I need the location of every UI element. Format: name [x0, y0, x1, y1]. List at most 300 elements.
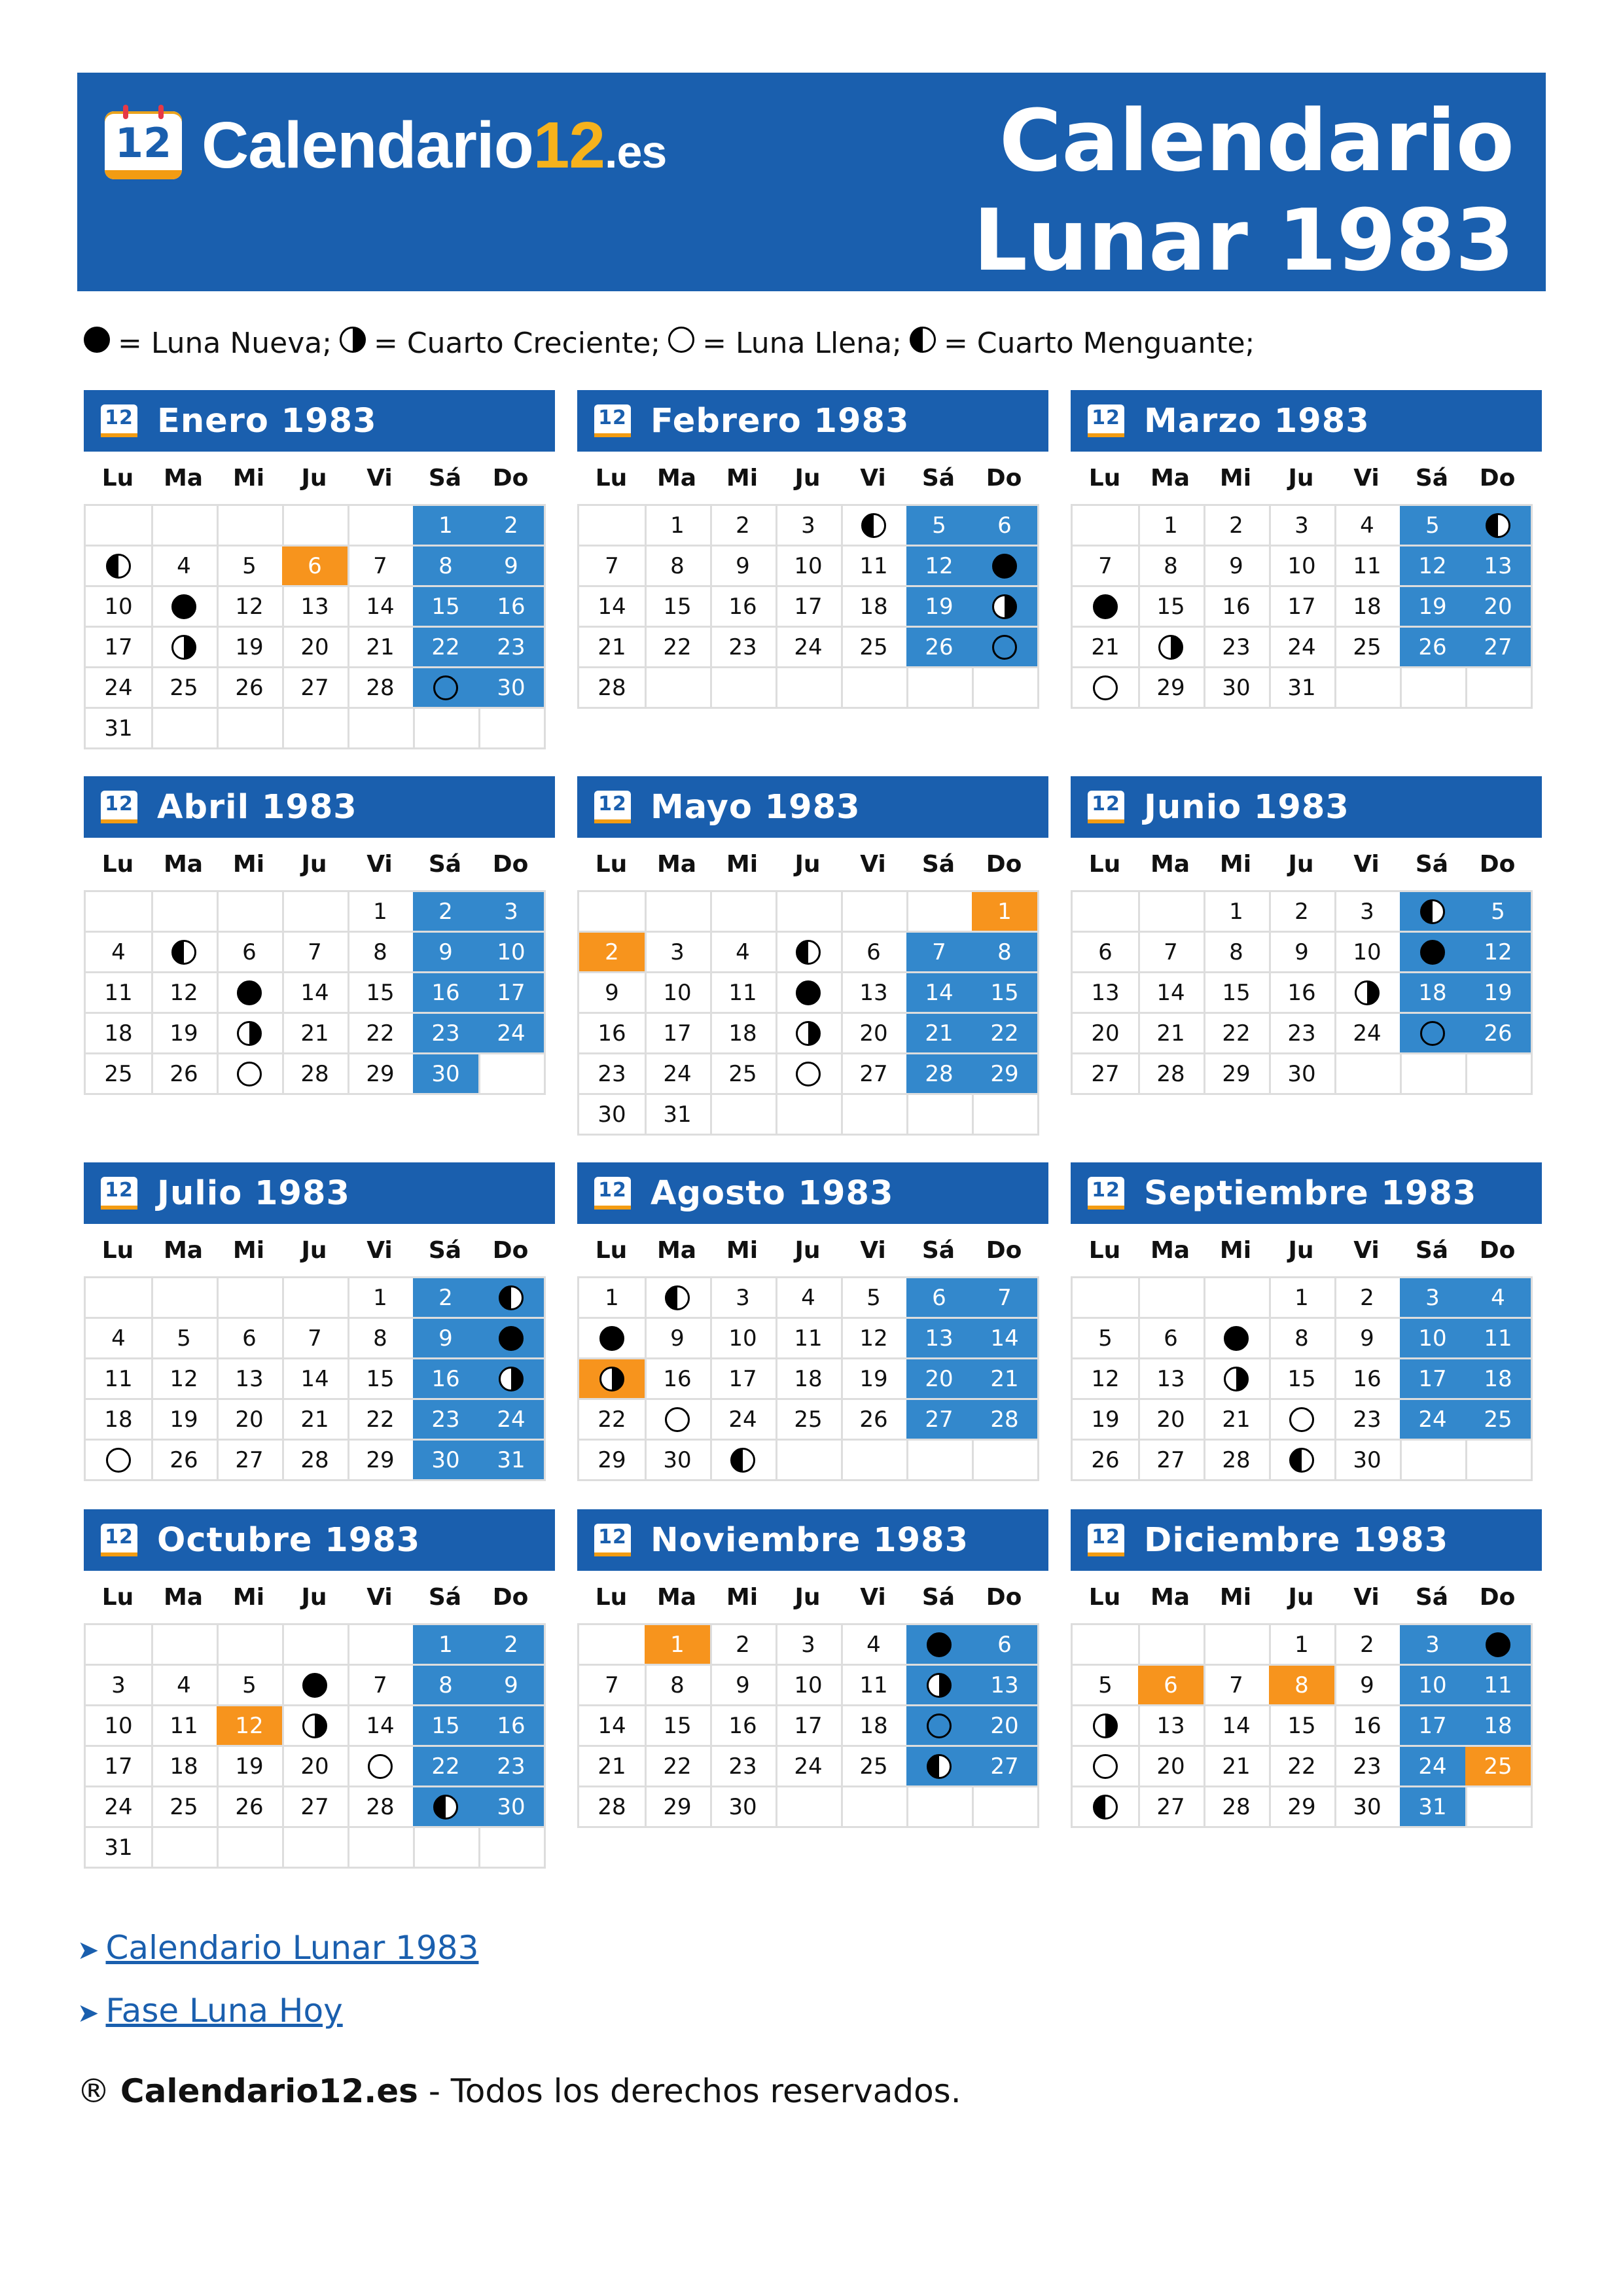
month-header: [1071, 776, 1542, 838]
day-cell: 19: [151, 1014, 219, 1054]
weekday-label: Do: [492, 1236, 529, 1264]
weekday-label: Ju: [301, 1236, 327, 1264]
new-moon-icon: [1224, 1326, 1249, 1351]
day-cell: 25: [841, 628, 908, 668]
empty-cell: [217, 709, 284, 749]
day-cell: 1: [1269, 1278, 1336, 1319]
day-cell: [1073, 668, 1140, 709]
day-cell: [348, 1747, 415, 1787]
weekday-label: Vi: [366, 1583, 393, 1611]
empty-cell: [972, 1095, 1039, 1136]
month-title: Octubre 1983: [157, 1520, 421, 1560]
day-cell: 4: [151, 1666, 219, 1706]
month-calendar: [1071, 1162, 1542, 1481]
weekday-label: Do: [492, 464, 529, 492]
day-cell: 9: [579, 973, 647, 1014]
month-header: [1071, 1509, 1542, 1571]
day-cell: [645, 1278, 712, 1319]
day-cell: 8: [1138, 547, 1205, 587]
calendar-icon: 12: [594, 791, 631, 823]
day-cell: 2: [1269, 892, 1336, 933]
day-cell: 9: [413, 1319, 480, 1359]
weekday-label: Mi: [1219, 1583, 1252, 1611]
day-cell: 11: [841, 1666, 908, 1706]
empty-cell: [1073, 1278, 1140, 1319]
day-cell: 30: [413, 1054, 480, 1095]
day-cell: 26: [217, 668, 284, 709]
last-quarter-moon-icon: [1420, 899, 1445, 924]
empty-cell: [282, 892, 349, 933]
day-cell: 24: [710, 1400, 777, 1441]
day-cell: 7: [282, 933, 349, 973]
full-moon-icon: [1093, 1754, 1118, 1779]
weekday-header: [1072, 452, 1542, 504]
day-cell: 13: [972, 1666, 1039, 1706]
day-cell: 28: [348, 1787, 415, 1828]
weekday-label: Sá: [921, 464, 955, 492]
day-cell: 10: [710, 1319, 777, 1359]
day-cell: 16: [1204, 587, 1271, 628]
day-cell: [579, 1319, 647, 1359]
empty-cell: [579, 506, 647, 547]
weekday-label: Vi: [1353, 1583, 1380, 1611]
month-title: Marzo 1983: [1144, 401, 1370, 440]
empty-cell: [906, 1787, 974, 1828]
first-quarter-moon-icon: [1093, 1713, 1118, 1738]
empty-cell: [1334, 668, 1402, 709]
weekday-label: Sá: [1415, 1583, 1449, 1611]
empty-cell: [282, 506, 349, 547]
weekday-label: Lu: [101, 1583, 134, 1611]
day-cell: 5: [217, 547, 284, 587]
day-cell: 15: [1269, 1706, 1336, 1747]
month-title: Abril 1983: [157, 787, 357, 827]
empty-cell: [282, 1278, 349, 1319]
empty-cell: [282, 709, 349, 749]
footer-text: - Todos los derechos reservados.: [428, 2072, 961, 2110]
day-cell: 11: [151, 1706, 219, 1747]
day-cell: 27: [906, 1400, 974, 1441]
day-cell: 17: [478, 973, 546, 1014]
day-cell: 23: [478, 1747, 546, 1787]
day-cell: [413, 668, 480, 709]
month-calendar: [1071, 390, 1542, 709]
day-cell: 5: [1465, 892, 1533, 933]
day-grid: [84, 1623, 546, 1869]
day-cell: 9: [413, 933, 480, 973]
day-grid: [84, 504, 546, 749]
day-cell: 22: [579, 1400, 647, 1441]
day-cell: [86, 1441, 153, 1481]
logo-main: Calendario: [202, 108, 533, 182]
day-cell: [776, 973, 843, 1014]
day-cell: 29: [1204, 1054, 1271, 1095]
day-cell: 8: [1269, 1666, 1336, 1706]
empty-cell: [348, 1828, 415, 1869]
weekday-label: Ma: [1150, 850, 1190, 878]
day-cell: 1: [579, 1278, 647, 1319]
day-cell: 3: [1400, 1278, 1467, 1319]
day-cell: 8: [1204, 933, 1271, 973]
day-cell: 7: [282, 1319, 349, 1359]
empty-cell: [1465, 1787, 1533, 1828]
day-cell: 23: [710, 1747, 777, 1787]
day-grid: [84, 1276, 546, 1481]
weekday-label: Sá: [921, 1236, 955, 1264]
day-cell: 24: [645, 1054, 712, 1095]
link-fase-luna-hoy[interactable]: Fase Luna Hoy: [105, 1992, 343, 2030]
footer-brand: Calendario12.es: [120, 2072, 418, 2110]
first-quarter-moon-icon: [992, 594, 1017, 619]
day-cell: 13: [1073, 973, 1140, 1014]
binder-ring: [158, 105, 164, 119]
day-cell: 21: [348, 628, 415, 668]
day-cell: 22: [972, 1014, 1039, 1054]
month-calendar: [1071, 776, 1542, 1095]
day-cell: [217, 1054, 284, 1095]
day-cell: [1073, 1787, 1140, 1828]
day-cell: 24: [776, 1747, 843, 1787]
day-cell: 25: [1334, 628, 1402, 668]
weekday-label: Ma: [1150, 1236, 1190, 1264]
day-cell: 6: [217, 933, 284, 973]
day-cell: 24: [478, 1400, 546, 1441]
weekday-label: Sá: [921, 850, 955, 878]
weekday-header: [579, 1224, 1048, 1276]
weekday-header: [1072, 1224, 1542, 1276]
weekday-label: Sá: [428, 850, 462, 878]
weekday-label: Lu: [101, 850, 134, 878]
day-cell: 22: [413, 1747, 480, 1787]
day-cell: 18: [776, 1359, 843, 1400]
day-cell: 15: [645, 587, 712, 628]
empty-cell: [579, 1625, 647, 1666]
day-cell: 10: [776, 1666, 843, 1706]
day-cell: 16: [1269, 973, 1336, 1014]
day-cell: 7: [1138, 933, 1205, 973]
empty-cell: [906, 668, 974, 709]
day-cell: 17: [776, 1706, 843, 1747]
empty-cell: [841, 668, 908, 709]
day-cell: 4: [151, 547, 219, 587]
day-cell: 22: [645, 628, 712, 668]
day-cell: 19: [217, 628, 284, 668]
calendar-icon: 12: [594, 1524, 631, 1556]
last-quarter-moon-icon: [1486, 513, 1510, 538]
month-header: [84, 1162, 555, 1224]
day-cell: 14: [1138, 973, 1205, 1014]
weekday-label: Ju: [1288, 464, 1314, 492]
legend-text: = Luna Nueva;: [118, 327, 332, 360]
day-cell: 29: [972, 1054, 1039, 1095]
month-title: Julio 1983: [157, 1174, 350, 1213]
weekday-label: Lu: [1088, 1236, 1121, 1264]
first-quarter-moon-icon: [1224, 1367, 1249, 1391]
weekday-label: Sá: [1415, 464, 1449, 492]
day-cell: 27: [1465, 628, 1533, 668]
day-cell: 21: [282, 1400, 349, 1441]
day-cell: 30: [1204, 668, 1271, 709]
day-cell: 25: [841, 1747, 908, 1787]
day-cell: 10: [1269, 547, 1336, 587]
day-cell: 25: [776, 1400, 843, 1441]
day-cell: 28: [348, 668, 415, 709]
day-cell: 11: [1334, 547, 1402, 587]
month-header: [1071, 1162, 1542, 1224]
empty-cell: [217, 892, 284, 933]
day-cell: 16: [413, 973, 480, 1014]
day-cell: 12: [1465, 933, 1533, 973]
day-cell: [841, 506, 908, 547]
calendar-icon: 12: [594, 1177, 631, 1210]
empty-cell: [972, 1787, 1039, 1828]
month-title: Enero 1983: [157, 401, 377, 440]
day-cell: 14: [1204, 1706, 1271, 1747]
day-cell: 23: [413, 1014, 480, 1054]
day-grid: [1071, 890, 1533, 1095]
last-quarter-moon-icon: [106, 554, 131, 579]
full-moon-icon: [992, 635, 1017, 660]
month-title: Mayo 1983: [651, 787, 861, 827]
first-quarter-moon-icon: [1158, 635, 1183, 660]
day-cell: 14: [282, 1359, 349, 1400]
empty-cell: [906, 1095, 974, 1136]
weekday-label: Lu: [595, 1236, 628, 1264]
weekday-label: Sá: [428, 464, 462, 492]
empty-cell: [1400, 668, 1467, 709]
day-cell: 6: [1138, 1319, 1205, 1359]
day-cell: 16: [478, 587, 546, 628]
day-cell: 23: [710, 628, 777, 668]
weekday-header: [85, 1571, 555, 1623]
day-cell: 19: [217, 1747, 284, 1787]
binder-ring: [123, 105, 128, 119]
day-cell: 18: [86, 1014, 153, 1054]
last-quarter-moon-icon: [1289, 1448, 1314, 1473]
day-cell: 23: [1269, 1014, 1336, 1054]
calendar-icon: 12: [1088, 1524, 1124, 1556]
day-cell: 20: [1073, 1014, 1140, 1054]
month-calendar: [84, 390, 555, 749]
weekday-label: Ma: [1150, 464, 1190, 492]
day-cell: 7: [972, 1278, 1039, 1319]
day-cell: 3: [645, 933, 712, 973]
last-quarter-moon-icon: [433, 1795, 458, 1820]
day-cell: 11: [1465, 1666, 1533, 1706]
day-cell: 31: [645, 1095, 712, 1136]
weekday-label: Sá: [1415, 1236, 1449, 1264]
day-cell: [1400, 1014, 1467, 1054]
day-cell: [151, 628, 219, 668]
day-cell: 8: [1269, 1319, 1336, 1359]
day-cell: 10: [645, 973, 712, 1014]
last-quarter-moon-icon: [499, 1285, 524, 1310]
day-cell: 31: [86, 709, 153, 749]
legend-symbol: [84, 324, 110, 363]
weekday-label: Vi: [1353, 850, 1380, 878]
day-cell: [1138, 628, 1205, 668]
calendar-logo-icon: [105, 111, 182, 179]
calendar-icon: 12: [101, 1177, 137, 1210]
day-cell: 26: [841, 1400, 908, 1441]
day-cell: 11: [776, 1319, 843, 1359]
weekday-label: Ma: [656, 850, 697, 878]
day-cell: 7: [579, 547, 647, 587]
weekday-header: [85, 1224, 555, 1276]
day-cell: 12: [217, 1706, 284, 1747]
day-cell: 8: [348, 1319, 415, 1359]
link-row: [77, 1918, 478, 1981]
day-grid: [577, 504, 1039, 709]
logo-icon-number: 12: [115, 119, 172, 167]
last-quarter-moon-icon: [665, 1285, 690, 1310]
day-cell: 25: [1465, 1747, 1533, 1787]
day-cell: 7: [906, 933, 974, 973]
day-cell: 20: [1138, 1747, 1205, 1787]
day-cell: [1465, 1625, 1533, 1666]
day-cell: 14: [972, 1319, 1039, 1359]
empty-cell: [906, 1441, 974, 1481]
empty-cell: [151, 892, 219, 933]
weekday-label: Mi: [1219, 1236, 1252, 1264]
day-cell: 26: [1400, 628, 1467, 668]
day-cell: 10: [1334, 933, 1402, 973]
day-cell: 26: [1465, 1014, 1533, 1054]
day-cell: 12: [841, 1319, 908, 1359]
day-cell: 26: [1073, 1441, 1140, 1481]
day-cell: 25: [151, 1787, 219, 1828]
day-cell: 6: [217, 1319, 284, 1359]
weekday-label: Ju: [1288, 1583, 1314, 1611]
weekday-header: [1072, 1571, 1542, 1623]
registered-symbol: ®: [77, 2072, 110, 2110]
weekday-header: [85, 838, 555, 890]
month-calendar: [84, 776, 555, 1095]
legend-text: = Cuarto Menguante;: [943, 327, 1255, 360]
day-cell: 2: [413, 1278, 480, 1319]
day-cell: 20: [1138, 1400, 1205, 1441]
empty-cell: [151, 1828, 219, 1869]
empty-cell: [906, 892, 974, 933]
day-cell: 20: [906, 1359, 974, 1400]
day-cell: [1334, 973, 1402, 1014]
day-cell: 20: [282, 1747, 349, 1787]
empty-cell: [1138, 1625, 1205, 1666]
day-cell: 10: [1400, 1666, 1467, 1706]
day-cell: 16: [645, 1359, 712, 1400]
weekday-label: Vi: [860, 1236, 886, 1264]
day-cell: 27: [841, 1054, 908, 1095]
day-cell: 16: [579, 1014, 647, 1054]
empty-cell: [1465, 668, 1533, 709]
empty-cell: [841, 1095, 908, 1136]
day-cell: 2: [579, 933, 647, 973]
day-cell: 18: [1465, 1706, 1533, 1747]
empty-cell: [1465, 1054, 1533, 1095]
weekday-label: Mi: [726, 850, 758, 878]
weekday-label: Ju: [301, 464, 327, 492]
site-logo[interactable]: [105, 109, 666, 181]
empty-cell: [1204, 1278, 1271, 1319]
day-cell: [282, 1706, 349, 1747]
weekday-label: Vi: [860, 850, 886, 878]
arrow-right-icon: ➤: [77, 1935, 99, 1965]
day-cell: 25: [86, 1054, 153, 1095]
day-cell: 18: [86, 1400, 153, 1441]
day-cell: [776, 1054, 843, 1095]
day-cell: 30: [413, 1441, 480, 1481]
day-cell: [217, 1014, 284, 1054]
link-calendario-lunar[interactable]: Calendario Lunar 1983: [105, 1929, 479, 1967]
day-cell: 7: [348, 1666, 415, 1706]
empty-cell: [841, 1787, 908, 1828]
weekday-label: Lu: [1088, 464, 1121, 492]
day-cell: 18: [841, 587, 908, 628]
first-quarter-moon-icon: [1355, 980, 1380, 1005]
weekday-label: Do: [492, 850, 529, 878]
day-cell: 5: [1400, 506, 1467, 547]
month-calendar: [1071, 1509, 1542, 1828]
day-cell: 4: [776, 1278, 843, 1319]
day-cell: 19: [1465, 973, 1533, 1014]
day-cell: 5: [1073, 1666, 1140, 1706]
first-quarter-moon-icon: [302, 1713, 327, 1738]
empty-cell: [710, 1095, 777, 1136]
day-cell: [906, 1625, 974, 1666]
day-cell: 14: [348, 1706, 415, 1747]
weekday-label: Mi: [726, 1583, 758, 1611]
full-moon-icon: [368, 1754, 393, 1779]
day-cell: 28: [1204, 1787, 1271, 1828]
new-moon-icon: [1486, 1632, 1510, 1657]
day-cell: 5: [906, 506, 974, 547]
last-quarter-moon-icon: [927, 1754, 952, 1779]
first-quarter-moon-icon: [796, 1021, 821, 1046]
day-cell: [1400, 933, 1467, 973]
day-cell: 26: [151, 1054, 219, 1095]
legend-text: = Luna Llena;: [702, 327, 902, 360]
day-cell: 11: [710, 973, 777, 1014]
day-cell: 2: [1334, 1625, 1402, 1666]
day-cell: 5: [217, 1666, 284, 1706]
day-cell: 25: [151, 668, 219, 709]
day-cell: 7: [348, 547, 415, 587]
day-cell: 23: [478, 628, 546, 668]
day-cell: 15: [1138, 587, 1205, 628]
day-cell: 22: [1269, 1747, 1336, 1787]
day-cell: 28: [579, 668, 647, 709]
weekday-label: Ma: [656, 1583, 697, 1611]
day-cell: 8: [348, 933, 415, 973]
day-cell: 9: [710, 1666, 777, 1706]
day-cell: 31: [1400, 1787, 1467, 1828]
day-cell: 27: [1073, 1054, 1140, 1095]
empty-cell: [579, 892, 647, 933]
empty-cell: [151, 506, 219, 547]
day-cell: 19: [1400, 587, 1467, 628]
legend-symbol: [910, 324, 936, 363]
day-cell: 28: [579, 1787, 647, 1828]
day-cell: [86, 547, 153, 587]
day-cell: 27: [972, 1747, 1039, 1787]
day-cell: 31: [86, 1828, 153, 1869]
day-cell: 9: [478, 547, 546, 587]
day-cell: 24: [1334, 1014, 1402, 1054]
weekday-label: Do: [1479, 850, 1516, 878]
title-line-2: Lunar 1983: [973, 190, 1514, 290]
empty-cell: [841, 892, 908, 933]
day-cell: 3: [1400, 1625, 1467, 1666]
